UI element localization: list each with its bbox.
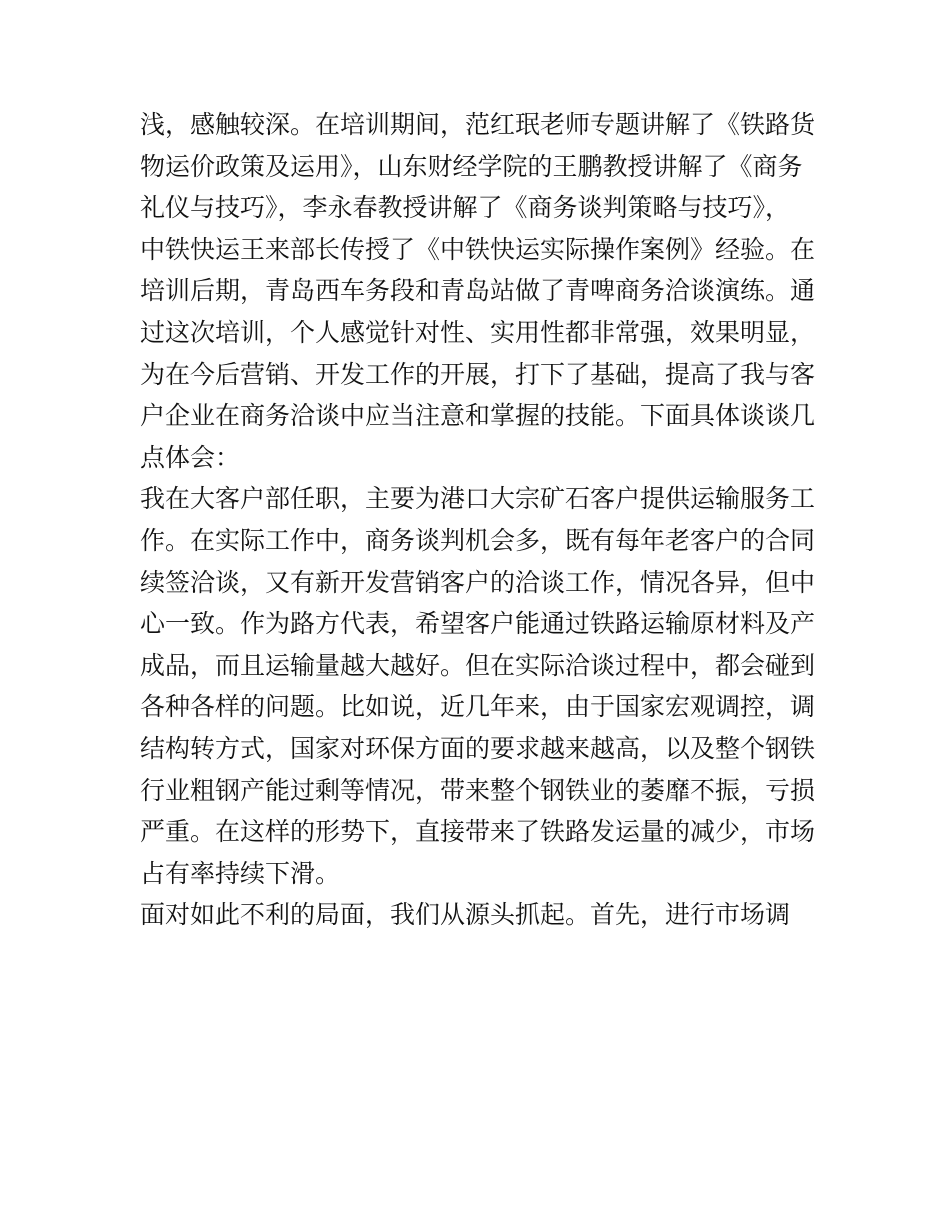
text-line-4: 中铁快运王来部长传授了《中铁快运实际操作案例》经验。在 xyxy=(140,234,816,264)
text-line-7: 为在今后营销、开发工作的开展，打下了基础，提高了我与客 xyxy=(140,359,816,389)
text-line-11: 作。在实际工作中，商务谈判机会多，既有每年老客户的合同 xyxy=(140,525,816,555)
text-line-19: 占有率持续下滑。 xyxy=(140,858,341,888)
text-line-20: 面对如此不利的局面，我们从源头抓起。首先，进行市场调 xyxy=(140,900,791,930)
text-line-1: 浅，感触较深。在培训期间，范红珉老师专题讲解了《铁路货 xyxy=(140,110,816,139)
text-line-18: 严重。在这样的形势下，直接带来了铁路发运量的减少，市场 xyxy=(140,817,816,847)
text-line-13: 心一致。作为路方代表，希望客户能通过铁路运输原材料及产 xyxy=(140,609,816,639)
text-line-5: 培训后期，青岛西车务段和青岛站做了青啤商务洽谈演练。通 xyxy=(140,276,816,306)
text-line-10: 我在大客户部任职，主要为港口大宗矿石客户提供运输服务工 xyxy=(140,484,816,514)
text-line-16: 结构转方式，国家对环保方面的要求越来越高，以及整个钢铁 xyxy=(140,733,816,763)
text-line-2: 物运价政策及运用》，山东财经学院的王鹏教授讲解了《商务 xyxy=(140,151,803,181)
text-line-3: 礼仪与技巧》，李永春教授讲解了《商务谈判策略与技巧》， xyxy=(140,193,791,223)
text-line-6: 过这次培训，个人感觉针对性、实用性都非常强，效果明显， xyxy=(140,317,816,347)
text-line-9: 点体会： xyxy=(140,442,241,472)
text-line-17: 行业粗钢产能过剩等情况，带来整个钢铁业的萎靡不振，亏损 xyxy=(140,775,816,805)
body-text xyxy=(140,104,820,936)
text-line-12: 续签洽谈，又有新开发营销客户的洽谈工作，情况各异，但中 xyxy=(140,567,816,597)
text-line-14: 成品，而且运输量越大越好。但在实际洽谈过程中，都会碰到 xyxy=(140,650,816,680)
text-line-8: 户企业在商务洽谈中应当注意和掌握的技能。下面具体谈谈几 xyxy=(140,401,816,431)
text-line-15: 各种各样的问题。比如说，近几年来，由于国家宏观调控，调 xyxy=(140,692,816,722)
